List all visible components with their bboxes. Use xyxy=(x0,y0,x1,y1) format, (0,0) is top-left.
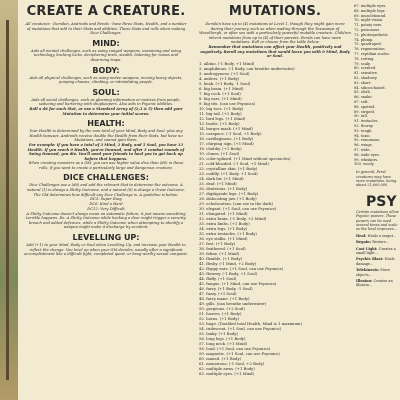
mutation-entry: 71. pointy ears. xyxy=(354,23,383,28)
mutation-table-continued xyxy=(354,4,400,167)
mutation-entry: 57. long neck. (+1 Mind) xyxy=(199,340,248,346)
mutation-entry: 20. color-splined. (+1 Mind without spectacles) xyxy=(199,155,291,161)
decorative-art-strip xyxy=(0,0,18,400)
mutation-entry: 52. horns. (+1 Body) xyxy=(199,315,240,321)
soul-text-2: Roll a d6 for each Stat, or use a Standard Array of (2,3 & 5) then add your Mutation to determine your initial scores. xyxy=(29,106,183,116)
mutation-entry: 80. scented. xyxy=(354,66,377,71)
soul-text: Aids all social challenges, such as gleaning information or motives from people, seducing and bartering with shopkeepers. Also aids in Psyonic abilities. xyxy=(31,97,181,107)
mutation-entry: 48. furry mane. (+1 Body) xyxy=(199,295,250,301)
mutation-entry: 79. scaly. xyxy=(354,61,371,66)
mutation-entry: 73. photosynthetic. xyxy=(354,32,390,37)
mutation-entry: 91. tentacles. xyxy=(354,119,379,124)
create-creature-column xyxy=(20,0,192,400)
mutation-entry: 9. big tits. (can use Psyonics) xyxy=(199,100,256,106)
mutation-entry: 15. carapace. (-1 Soul, +1 Body) xyxy=(199,130,262,136)
mind-heading: MIND: xyxy=(92,38,120,48)
mutation-entry: 27. digitigrade legs. (+1 Body) xyxy=(199,190,259,196)
mutation-entry: 82. shadowy. xyxy=(354,75,378,80)
mutation-entry: 54. iridescent. (+1 Soul, can use Psyonics) xyxy=(199,325,282,331)
mutation-entry: 78. rotting. xyxy=(354,56,375,61)
mutation-entry: 70. night-vision. xyxy=(354,18,384,23)
mutations-title: MUTATIONS. xyxy=(228,4,322,19)
mutation-entry: 84. silicon-based. xyxy=(354,85,386,90)
mutation-entry: 5. beak. (+1 Body, -1 Soul) xyxy=(199,80,251,86)
mutation-entry: 4. antlers. (+1 Body) xyxy=(199,75,240,81)
mutation-entry: 22. crystalline skin. (+1 Body) xyxy=(199,165,258,171)
psyonic-power xyxy=(354,240,400,244)
staff-illustration xyxy=(6,20,9,380)
mutation-entry: 62. multiple arms. (+1 Body) xyxy=(199,365,255,371)
mutation-entry: 35. extra tentacles. (+1 Body) xyxy=(199,230,257,236)
mutation-entry: 74. plump. xyxy=(354,37,374,42)
mutation-entry: 26. dexterous. (+1 Body) xyxy=(199,185,248,191)
feral-note: In general, Feral creatures may have more mutations, being about 21,600,000 xyxy=(356,170,397,188)
health-example: For example: if you have a total of 3 Mind, 2 Body, and 5 Soul, you have 13 Health. If you reach 0 Health, you're Downed, and after 3 combat rounds of being Downed, you die. You'll need your friends to heal you to get back up before that happens. xyxy=(27,142,185,161)
mutation-entry: 45. fungus. (+1 Mind, can use Psyonics) xyxy=(199,280,277,286)
mutation-entry: 6. big brain. (+1 Mind) xyxy=(199,85,244,91)
mutation-entry: 42. floppy ears. (+1 Soul, can use Psyonics) xyxy=(199,265,284,271)
mind-text: Aids all mental challenges, such as using ranged weapons, examining and using technology, hacking locks, deciphering texts, stealth, listening for noises and disarming traps. xyxy=(31,48,181,62)
mutation-entry: 96. wings. xyxy=(354,143,373,148)
levelling-text: Add (+1) to your Mind, Body or Soul when Levelling Up, and increase your Health to reflect the change. You level up when your GM decides, usually after a significant accomplishment like a difficult fight, completed quest, or brag-worthy sexual conquest. xyxy=(24,243,188,257)
mutation-entry: 90. tall. xyxy=(354,114,368,119)
mutation-entry: 75. quadruped. xyxy=(354,42,382,47)
mutation-entry: 1. albino. (-1 Body, +1 Mind) xyxy=(199,60,255,66)
mutation-entry: 87. soft. xyxy=(354,99,369,104)
mutation-entry: 67. multiple eyes. xyxy=(354,4,387,8)
mutation-entry: 61. monstrous. (-1 Soul, +2 Body) xyxy=(199,360,265,366)
mutation-entry: 89. striped. xyxy=(354,109,375,114)
mutation-entry: 38. feathered. (+1 Soul) xyxy=(199,245,246,251)
psyonics-heading: PSY xyxy=(366,193,397,210)
mutation-entry: 83. short. xyxy=(354,80,372,85)
mutation-entry: 30. elegant. (+1 Soul, can use Psyonics) xyxy=(199,205,277,211)
mutation-entry: 85. sloth. xyxy=(354,90,371,95)
mutation-entry: 12. bird legs. (+1 Mind) xyxy=(199,115,246,121)
psyonic-power xyxy=(354,234,400,238)
mutation-entry: 58. loud. (+1 Soul, can use Psyonics) xyxy=(199,345,271,351)
mutation-entry: 63. multiple eyes. (+1 Mind) xyxy=(199,370,255,376)
soul-heading: SOUL: xyxy=(92,87,120,97)
health-text: Your Health is determined by the sum total of your Mind, Body and Soul, plus any Health bonuses. Androids receive double the Health from their Stats, but have no Mutations, and cannot gain them. xyxy=(29,129,183,143)
mutation-entry: 76. regeneration. xyxy=(354,47,386,52)
mutation-entry: 10. big toes. (+1 Body) xyxy=(199,105,244,111)
mutations-intro-bold: Remember that mutations can affect your Health, positively and negatively. Reroll any mutations that would leave you with 0 Mind, Body or Soul. xyxy=(200,44,350,59)
mutation-entry: 33. extra limbs. (+1 Body) xyxy=(199,220,250,226)
psyonic-power xyxy=(354,268,400,277)
mutation-entry: 53. huge. (Doubled total Health, Mind is 1 maximum) xyxy=(199,320,302,326)
mutation-entry: 21. cold-blooded. (-1 Soul, +1 Mind) xyxy=(199,160,269,166)
mutation-entry: 69. musclebound. xyxy=(354,13,387,18)
mutation-entry: 8. big ears. (+1 Mind) xyxy=(199,95,242,101)
psyonic-power xyxy=(354,247,400,256)
mutations-column xyxy=(195,0,355,400)
mutation-entry: 36. eye stalks. (+1 Mind) xyxy=(199,235,248,241)
mutation-entry: 50. gorgeous. (+2 Soul) xyxy=(199,305,245,311)
body-heading: BODY: xyxy=(92,65,120,75)
psyonic-power-name: Regain: xyxy=(356,240,373,245)
body-text: Aids all physical challenges, such as using melee weapons, moving heavy objects, jumping chasms, climbing, or intimidating people. xyxy=(29,75,183,85)
mutation-entry: 72. poisonous. xyxy=(354,27,381,32)
mutation-entry: 39. feline. (+1 Mind) xyxy=(199,250,240,256)
mutation-entry: 43. flowery. (-1 Body, +1 Soul) xyxy=(199,270,258,276)
psyonic-power-name: Heal: xyxy=(356,233,368,238)
dice-text: Dice Challenges use a (d6) and add the relevant Stat to determine the outcome. A natural (1) is always a Shitty Outcome, and a natural (6) is always a Great Outcome. The GM determines how difficult any Dice Challenge is. A guideline is below: xyxy=(27,183,185,197)
psyonic-power-text: Creates an illusion... xyxy=(356,279,393,288)
psyonic-power-name: Illusion: xyxy=(356,279,374,283)
mutation-entry: 29. echolocation. (can see in the dark) xyxy=(199,200,273,206)
mutation-entry: 98. wide eyes. xyxy=(354,152,380,157)
psyonics-intro: Certain mutations allow Psyonic powers. These powers can be used several times and scale as the level improves... xyxy=(356,209,399,232)
mutation-entry: 95. venomous. xyxy=(354,138,381,143)
mutations-intro: Demikin have up to (4) mutations at Level 1, though they might gain more during their journey, such as when wading through the Toxwamps of Wovelbergh, or after sex with a particularly powerful mutable creature. Children inherit mutations from up to (4) of their parents. Ferals can have more mutations. Roll or choose from the table below. xyxy=(199,22,351,45)
mutation-table xyxy=(195,61,355,376)
mutation-entry: 51. hooves. (+1 Body) xyxy=(199,310,242,316)
mutation-entry: 7. big cock. (+1 Soul) xyxy=(199,90,241,96)
creature-intro: All creatures - Demikin, Androids and Ferals - have three Stats, Health, and a number of mutations that add to their Stats and abilities. These Stats and rolls when making Dice Challenges. xyxy=(25,22,187,36)
mutation-entry: 28. dislocating jaw. (+1 Body) xyxy=(199,195,257,201)
mutation-entry: 93. tough. xyxy=(354,128,373,133)
dc-item: DC3: Super Easy xyxy=(90,197,122,202)
mutation-entry: 46. furry. (+1 Body, -1 Soul) xyxy=(199,285,253,291)
mutation-entry: 31. elongated. (+1 Mind) xyxy=(199,210,248,216)
psyonic-power-name: Telekinesis: xyxy=(356,268,381,273)
mutation-entry: 92. thorny. xyxy=(354,123,374,128)
psyonic-power-text: Move objects... xyxy=(356,268,391,277)
mutation-entry: 100. wooly. xyxy=(354,162,375,167)
mutation-entry: 41. fleshy. (-1 Mind, +2 Body) xyxy=(199,260,257,266)
mutation-entry: 18. chubby. (+1 Body) xyxy=(199,145,242,151)
mutation-entry: 37. fast. (+1 Body) xyxy=(199,240,236,246)
psyonic-power-text: Creates a small light... xyxy=(356,246,396,255)
psyonic-power xyxy=(354,257,400,266)
mutation-entry: 81. sensitive. xyxy=(354,71,379,76)
mutation-entry: 47. fuzzy. (+1 Soul) xyxy=(199,290,237,296)
mutation-entry: 13. boobs. (+1 Body) xyxy=(199,120,240,126)
mutation-entry: 11. big tail. (+1 Body) xyxy=(199,110,242,116)
psyonic-power-text: Restore... xyxy=(372,240,390,245)
psyonic-power xyxy=(354,279,400,288)
mutation-entry: 32. extra brain. (-1 Body, +2 Mind) xyxy=(199,215,267,221)
mutation-entry: 55. lanky. (+1 Body) xyxy=(199,330,238,336)
psyonic-power-text: Deals damage... xyxy=(356,257,395,266)
dc-item: DC6: Kind a Hard xyxy=(89,202,123,207)
mutation-entry: 77. reptilian scales. xyxy=(354,51,390,56)
levelling-up-heading: LEVELLING UP: xyxy=(72,233,140,243)
mutation-entry: 19. clones. (+1 Soul) xyxy=(199,150,240,156)
psyonics-list xyxy=(354,234,400,288)
mutation-entry: 97. wide. xyxy=(354,147,371,152)
mutation-entry: 59. magnetic. (+1 Soul, can use Psyonics) xyxy=(199,350,280,356)
psyonic-power-name: Psychic Blast: xyxy=(356,257,385,262)
psyonic-power-text: Heals a target... xyxy=(367,233,397,238)
dice-text-2: A Shitty Outcome doesn't always mean an automatic failure, it just means something terrible happens. Ex: A Shitty Outcome while hacking a door might trigger a security breach and added defences, while a Shitty Outcome when attempting to identify a weapon might make it discharge by accident. xyxy=(26,211,186,230)
mutation-entry: 99. whiskers. xyxy=(354,157,379,162)
mutation-entry: 3. androgynous. (+1 Soul) xyxy=(199,70,250,76)
mutation-entry: 25. deaf. (+1 Mind) xyxy=(199,180,237,186)
mutation-entry: 60. maned. (+1 Body) xyxy=(199,355,242,361)
mutation-entry: 49. gills. (can breathe underwater) xyxy=(199,300,267,306)
health-heading: HEALTH: xyxy=(87,119,125,129)
psyonic-power-name: Cast Light: xyxy=(356,246,379,251)
dc-list xyxy=(20,197,192,211)
mutation-entry: 2. amphibious. (-1 Body, can breathe underwater) xyxy=(199,65,295,71)
dice-challenges-heading: DICE CHALLENGES: xyxy=(63,173,149,183)
mutation-entry: 56. long legs. (+1 Body) xyxy=(199,335,246,341)
mutation-entry: 40. flexible. (+1 Body) xyxy=(199,255,243,261)
mutation-entry: 86. snake. xyxy=(354,95,373,100)
mutation-entry: 68. multiple legs. xyxy=(354,8,386,13)
mutation-entry: 16. cartilaginous. (+1 Body) xyxy=(199,135,254,141)
mutation-entry: 23. cuddly. (+1 Body, +1 Soul) xyxy=(199,170,258,176)
dc-item: DC12: Very Difficult xyxy=(87,206,125,211)
create-creature-title: CREATE A CREATURE. xyxy=(26,4,186,19)
mutation-entry: 17. chirping sign. (+1 Mind) xyxy=(199,140,254,146)
mutation-entry: 44. fluffy. (+1 Soul) xyxy=(199,275,237,281)
mutation-entry: 14. burger mask. (+1 Mind) xyxy=(199,125,253,131)
mutations-continued-column xyxy=(354,0,400,400)
mutation-entry: 24. dark fur. (+1 Mind) xyxy=(199,175,244,181)
health-text-2: When creating monsters as a GM, you can use higher value dice than (d6) in these rolls, if you want to create a particularly large and dangerous creature. xyxy=(28,161,184,170)
mutation-entry: 88. spotted. xyxy=(354,104,376,109)
mutation-entry: 94. toxic. xyxy=(354,133,371,138)
mutation-entry: 34. extra legs. (+1 Body) xyxy=(199,225,248,231)
